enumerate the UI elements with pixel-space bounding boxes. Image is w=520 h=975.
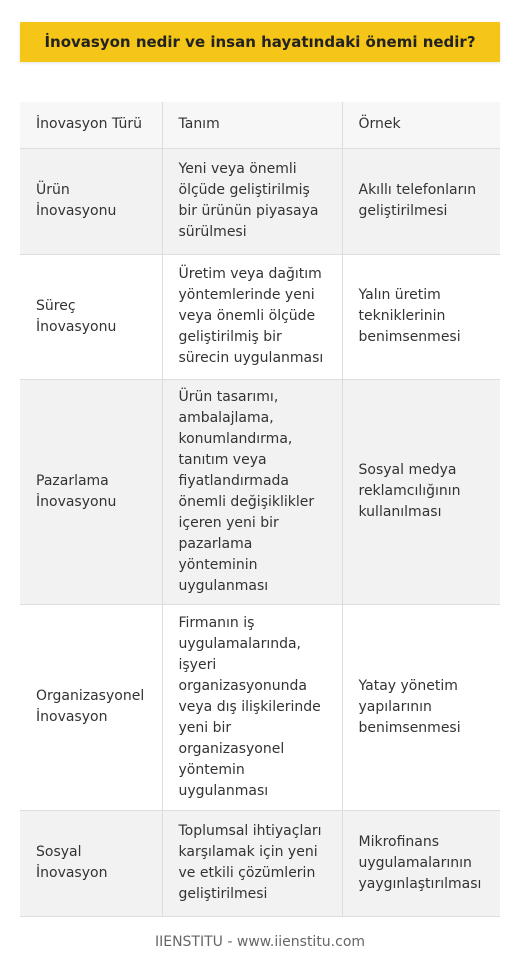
- cell-definition: Yeni veya önemli ölçüde geliştirilmiş bir ürünün piyasaya sürülmesi: [162, 148, 342, 254]
- cell-example: Akıllı telefonların geliştirilmesi: [342, 148, 500, 254]
- cell-example: Yalın üretim tekniklerinin benimsenmesi: [342, 254, 500, 379]
- cell-type: Süreç İnovasyonu: [20, 254, 162, 379]
- header-example: Örnek: [342, 102, 500, 148]
- table-row: [20, 379, 500, 604]
- cell-example: Yatay yönetim yapılarının benimsenmesi: [342, 604, 500, 810]
- cell-type: Organizasyonel İnovasyon: [20, 604, 162, 810]
- table-row: [20, 254, 500, 379]
- cell-definition: Toplumsal ihtiyaçları karşılamak için yeni ve etkili çözümlerin geliştirilmesi: [162, 810, 342, 916]
- cell-type: Sosyal İnovasyon: [20, 810, 162, 916]
- cell-type: Ürün İnovasyonu: [20, 148, 162, 254]
- table-header-row: [20, 102, 500, 148]
- footer-credit: IIENSTITU - www.iienstitu.com: [154, 934, 366, 950]
- title-banner: [20, 22, 500, 62]
- cell-example: Mikrofinans uygulamalarının yaygınlaştırılması: [342, 810, 500, 916]
- table-row: [20, 148, 500, 254]
- table-row: [20, 604, 500, 810]
- header-innovation-type: İnovasyon Türü: [20, 102, 162, 148]
- cell-definition: Ürün tasarımı, ambalajlama, konumlandırma, tanıtım veya fiyatlandırmada önemli değişiklikler içeren yeni bir pazarlama yönteminin uygulanması: [162, 379, 342, 604]
- page-title: İnovasyon nedir ve insan hayatındaki önemi nedir?: [44, 33, 476, 51]
- header-definition: Tanım: [162, 102, 342, 148]
- cell-definition: Üretim veya dağıtım yöntemlerinde yeni veya önemli ölçüde geliştirilmiş bir sürecin uygulanması: [162, 254, 342, 379]
- cell-type: Pazarlama İnovasyonu: [20, 379, 162, 604]
- cell-example: Sosyal medya reklamcılığının kullanılması: [342, 379, 500, 604]
- innovation-types-table: [20, 102, 500, 917]
- table-row: [20, 810, 500, 916]
- cell-definition: Firmanın iş uygulamalarında, işyeri organizasyonunda veya dış ilişkilerinde yeni bir organizasyonel yöntemin uygulanması: [162, 604, 342, 810]
